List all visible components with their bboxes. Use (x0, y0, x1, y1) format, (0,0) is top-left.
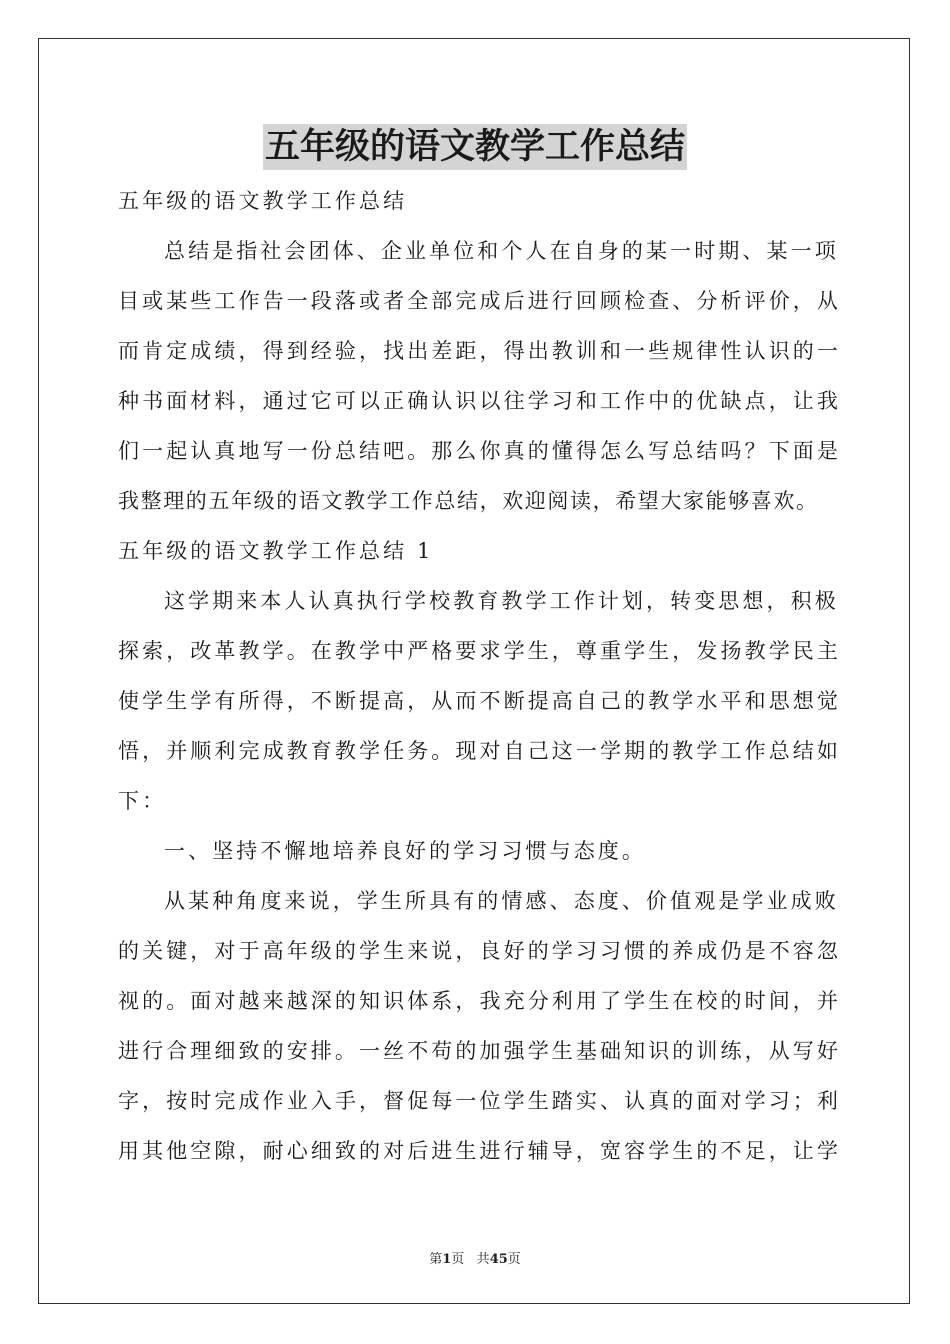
numbered-heading: 一、坚持不懈地培养良好的学习习惯与态度。 (164, 839, 646, 863)
paragraph-line: 总结是指社会团体、企业单位和个人在自身的某一时期、某一项 (164, 239, 839, 263)
paragraph-line: 使学生学有所得，不断提高，从而不断提高自己的教学水平和思想觉 (118, 689, 841, 713)
total-suffix: 页 (507, 1252, 521, 1267)
paragraph-line: 的关键，对于高年级的学生来说，良好的学习习惯的养成仍是不容忽 (118, 939, 841, 963)
subtitle-line: 五年级的语文教学工作总结 (118, 189, 408, 213)
paragraph-line: 我整理的五年级的语文教学工作总结，欢迎阅读，希望大家能够喜欢。 (118, 489, 819, 513)
paragraph-line: 种书面材料，通过它可以正确认识以往学习和工作中的优缺点，让我 (118, 389, 841, 413)
document-body (118, 176, 841, 1176)
paragraph-line: 字，按时完成作业入手，督促每一位学生踏实、认真的面对学习；利 (118, 1089, 841, 1113)
page-footer (0, 1248, 950, 1267)
paragraph-line: 从某种角度来说，学生所具有的情感、态度、价值观是学业成败 (164, 889, 839, 913)
paragraph-line: 用其他空隙，耐心细致的对后进生进行辅导，宽容学生的不足，让学 (118, 1139, 841, 1163)
paragraph-line: 们一起认真地写一份总结吧。那么你真的懂得怎么写总结吗？下面是 (118, 439, 841, 463)
page-suffix: 页 (451, 1252, 465, 1267)
page-number: 1 (442, 1252, 452, 1267)
paragraph-line: 而肯定成绩，得到经验，找出差距，得出教训和一些规律性认识的一 (118, 339, 841, 363)
total-prefix: 共 (476, 1252, 490, 1267)
paragraph-line: 下： (118, 789, 167, 813)
paragraph-line: 目或某些工作告一段落或者全部完成后进行回顾检查、分析评价，从 (118, 289, 841, 313)
paragraph-line: 这学期来本人认真执行学校教育教学工作计划，转变思想，积极 (164, 589, 839, 613)
paragraph-line: 进行合理细致的安排。一丝不苟的加强学生基础知识的训练，从写好 (118, 1039, 841, 1063)
paragraph-line: 探索，改革教学。在教学中严格要求学生，尊重学生，发扬教学民主 (118, 639, 841, 663)
document-title: 五年级的语文教学工作总结 (263, 124, 687, 170)
title-container (0, 124, 950, 170)
section-heading: 五年级的语文教学工作总结 1 (118, 539, 434, 563)
paragraph-line: 视的。面对越来越深的知识体系，我充分利用了学生在校的时间，并 (118, 989, 841, 1013)
total-pages: 45 (489, 1252, 508, 1267)
page-prefix: 第 (429, 1252, 443, 1267)
paragraph-line: 悟，并顺利完成教育教学任务。现对自己这一学期的教学工作总结如 (118, 739, 841, 763)
